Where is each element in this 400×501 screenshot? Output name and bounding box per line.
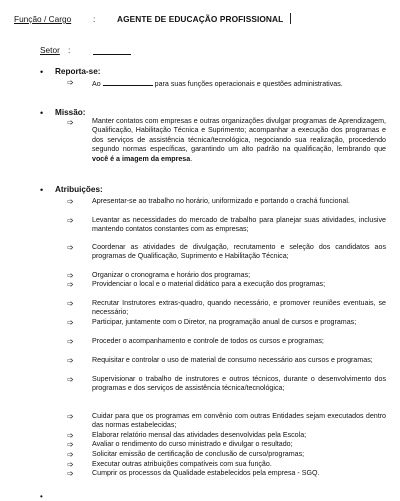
- arrow-icon: ➩: [67, 431, 74, 440]
- arrow-icon: ➩: [67, 271, 74, 280]
- arrow-icon: ➩: [67, 469, 74, 478]
- arrow-icon: ➩: [67, 375, 74, 384]
- arrow-icon: ➩: [67, 78, 74, 87]
- missao-title: Missão:: [55, 108, 86, 117]
- reporta-text: Ao para suas funções operacionais e questões administrativas.: [92, 80, 343, 88]
- bullet-icon: •: [40, 185, 44, 195]
- setor-colon: :: [68, 45, 71, 55]
- text-cursor: [290, 13, 291, 24]
- atribuicao-item: Apresentar-se ao trabalho no horário, uniformizado e portando o crachá funcional.: [92, 197, 350, 205]
- reporta-blank-line: [103, 78, 153, 86]
- arrow-icon: ➩: [67, 337, 74, 346]
- bullet-icon: •: [40, 67, 44, 77]
- atribuicao-item: Solicitar emissão de certificação de conclusão de curso/programas;: [92, 450, 305, 458]
- atribuicao-item: Participar, juntamente com o Diretor, na programação anual de cursos e programas;: [92, 318, 357, 326]
- atribuicao-item: Providenciar o local e o material didático para a execução dos programas;: [92, 280, 326, 288]
- function-value: AGENTE DE EDUCAÇÃO PROFISSIONAL: [117, 14, 284, 24]
- reporta-title: Reporta-se:: [55, 67, 101, 76]
- function-colon: :: [93, 14, 96, 24]
- arrow-icon: ➩: [67, 450, 74, 459]
- arrow-icon: ➩: [67, 318, 74, 327]
- missao-text: Manter contatos com empresas e outras organizações divulgar programas de Aprendizagem, Qualificação, Habilitação Técnica e Suprimento; acompanhar a execução dos programas e dos serviços de assistência técnica/tecnológica, negociando sua realização, procedendo segundo normas específicas, garantindo um alto padrão na qualificação, lembrando que você é a imagem da empresa.: [92, 117, 386, 163]
- atribuicao-item: Recrutar Instrutores extras-quadro, quando necessário, e promover reuniões eventuais, se necessário;: [92, 299, 386, 317]
- atribuicao-item: Proceder o acompanhamento e controle de todos os cursos e programas;: [92, 337, 324, 345]
- arrow-icon: ➩: [67, 118, 74, 127]
- atribuicao-item: Cumprir os processos da Qualidade estabelecidos pela empresa - SGQ.: [92, 469, 320, 477]
- arrow-icon: ➩: [67, 243, 74, 252]
- atribuicao-item: Avaliar o rendimento do curso ministrado e divulgar o resultado;: [92, 440, 293, 448]
- atribuicao-item: Organizar o cronograma e horário dos programas;: [92, 271, 251, 279]
- arrow-icon: ➩: [67, 280, 74, 289]
- arrow-icon: ➩: [67, 412, 74, 421]
- arrow-icon: ➩: [67, 460, 74, 469]
- function-label: Função / Cargo: [14, 14, 72, 24]
- setor-label: Setor: [40, 45, 60, 55]
- bullet-icon: •: [40, 108, 44, 118]
- arrow-icon: ➩: [67, 356, 74, 365]
- atribuicao-item: Executar outras atribuições compatíveis com sua função.: [92, 460, 272, 468]
- atribuicao-item: Supervisionar o trabalho de instrutores e outros técnicos, durante o desenvolvimento dos programas e dos serviços de assistência técnica/tecnológica;: [92, 375, 386, 393]
- atribuicao-item: Levantar as necessidades do mercado de trabalho para planejar suas atividades, inclusive mantendo contatos constantes com as empresas;: [92, 216, 386, 234]
- atribuicao-item: Requisitar e controlar o uso de material de consumo necessário aos cursos e programas;: [92, 356, 373, 364]
- atribuicao-item: Elaborar relatório mensal das atividades desenvolvidas pela Escola;: [92, 431, 307, 439]
- atribuicao-item: Coordenar as atividades de divulgação, recrutamento e seleção dos candidatos aos programas de Qualificação, Suprimento e Habilitação Técnica;: [92, 243, 386, 261]
- setor-blank-line: [93, 54, 131, 55]
- atribuicoes-title: Atribuições:: [55, 185, 103, 194]
- arrow-icon: ➩: [67, 440, 74, 449]
- footer-bullet-icon: •: [40, 492, 43, 501]
- arrow-icon: ➩: [67, 216, 74, 225]
- atribuicao-item: Cuidar para que os programas em convênio com outras Entidades sejam executados dentro das normas estabelecidas;: [92, 412, 386, 430]
- arrow-icon: ➩: [67, 197, 74, 206]
- arrow-icon: ➩: [67, 299, 74, 308]
